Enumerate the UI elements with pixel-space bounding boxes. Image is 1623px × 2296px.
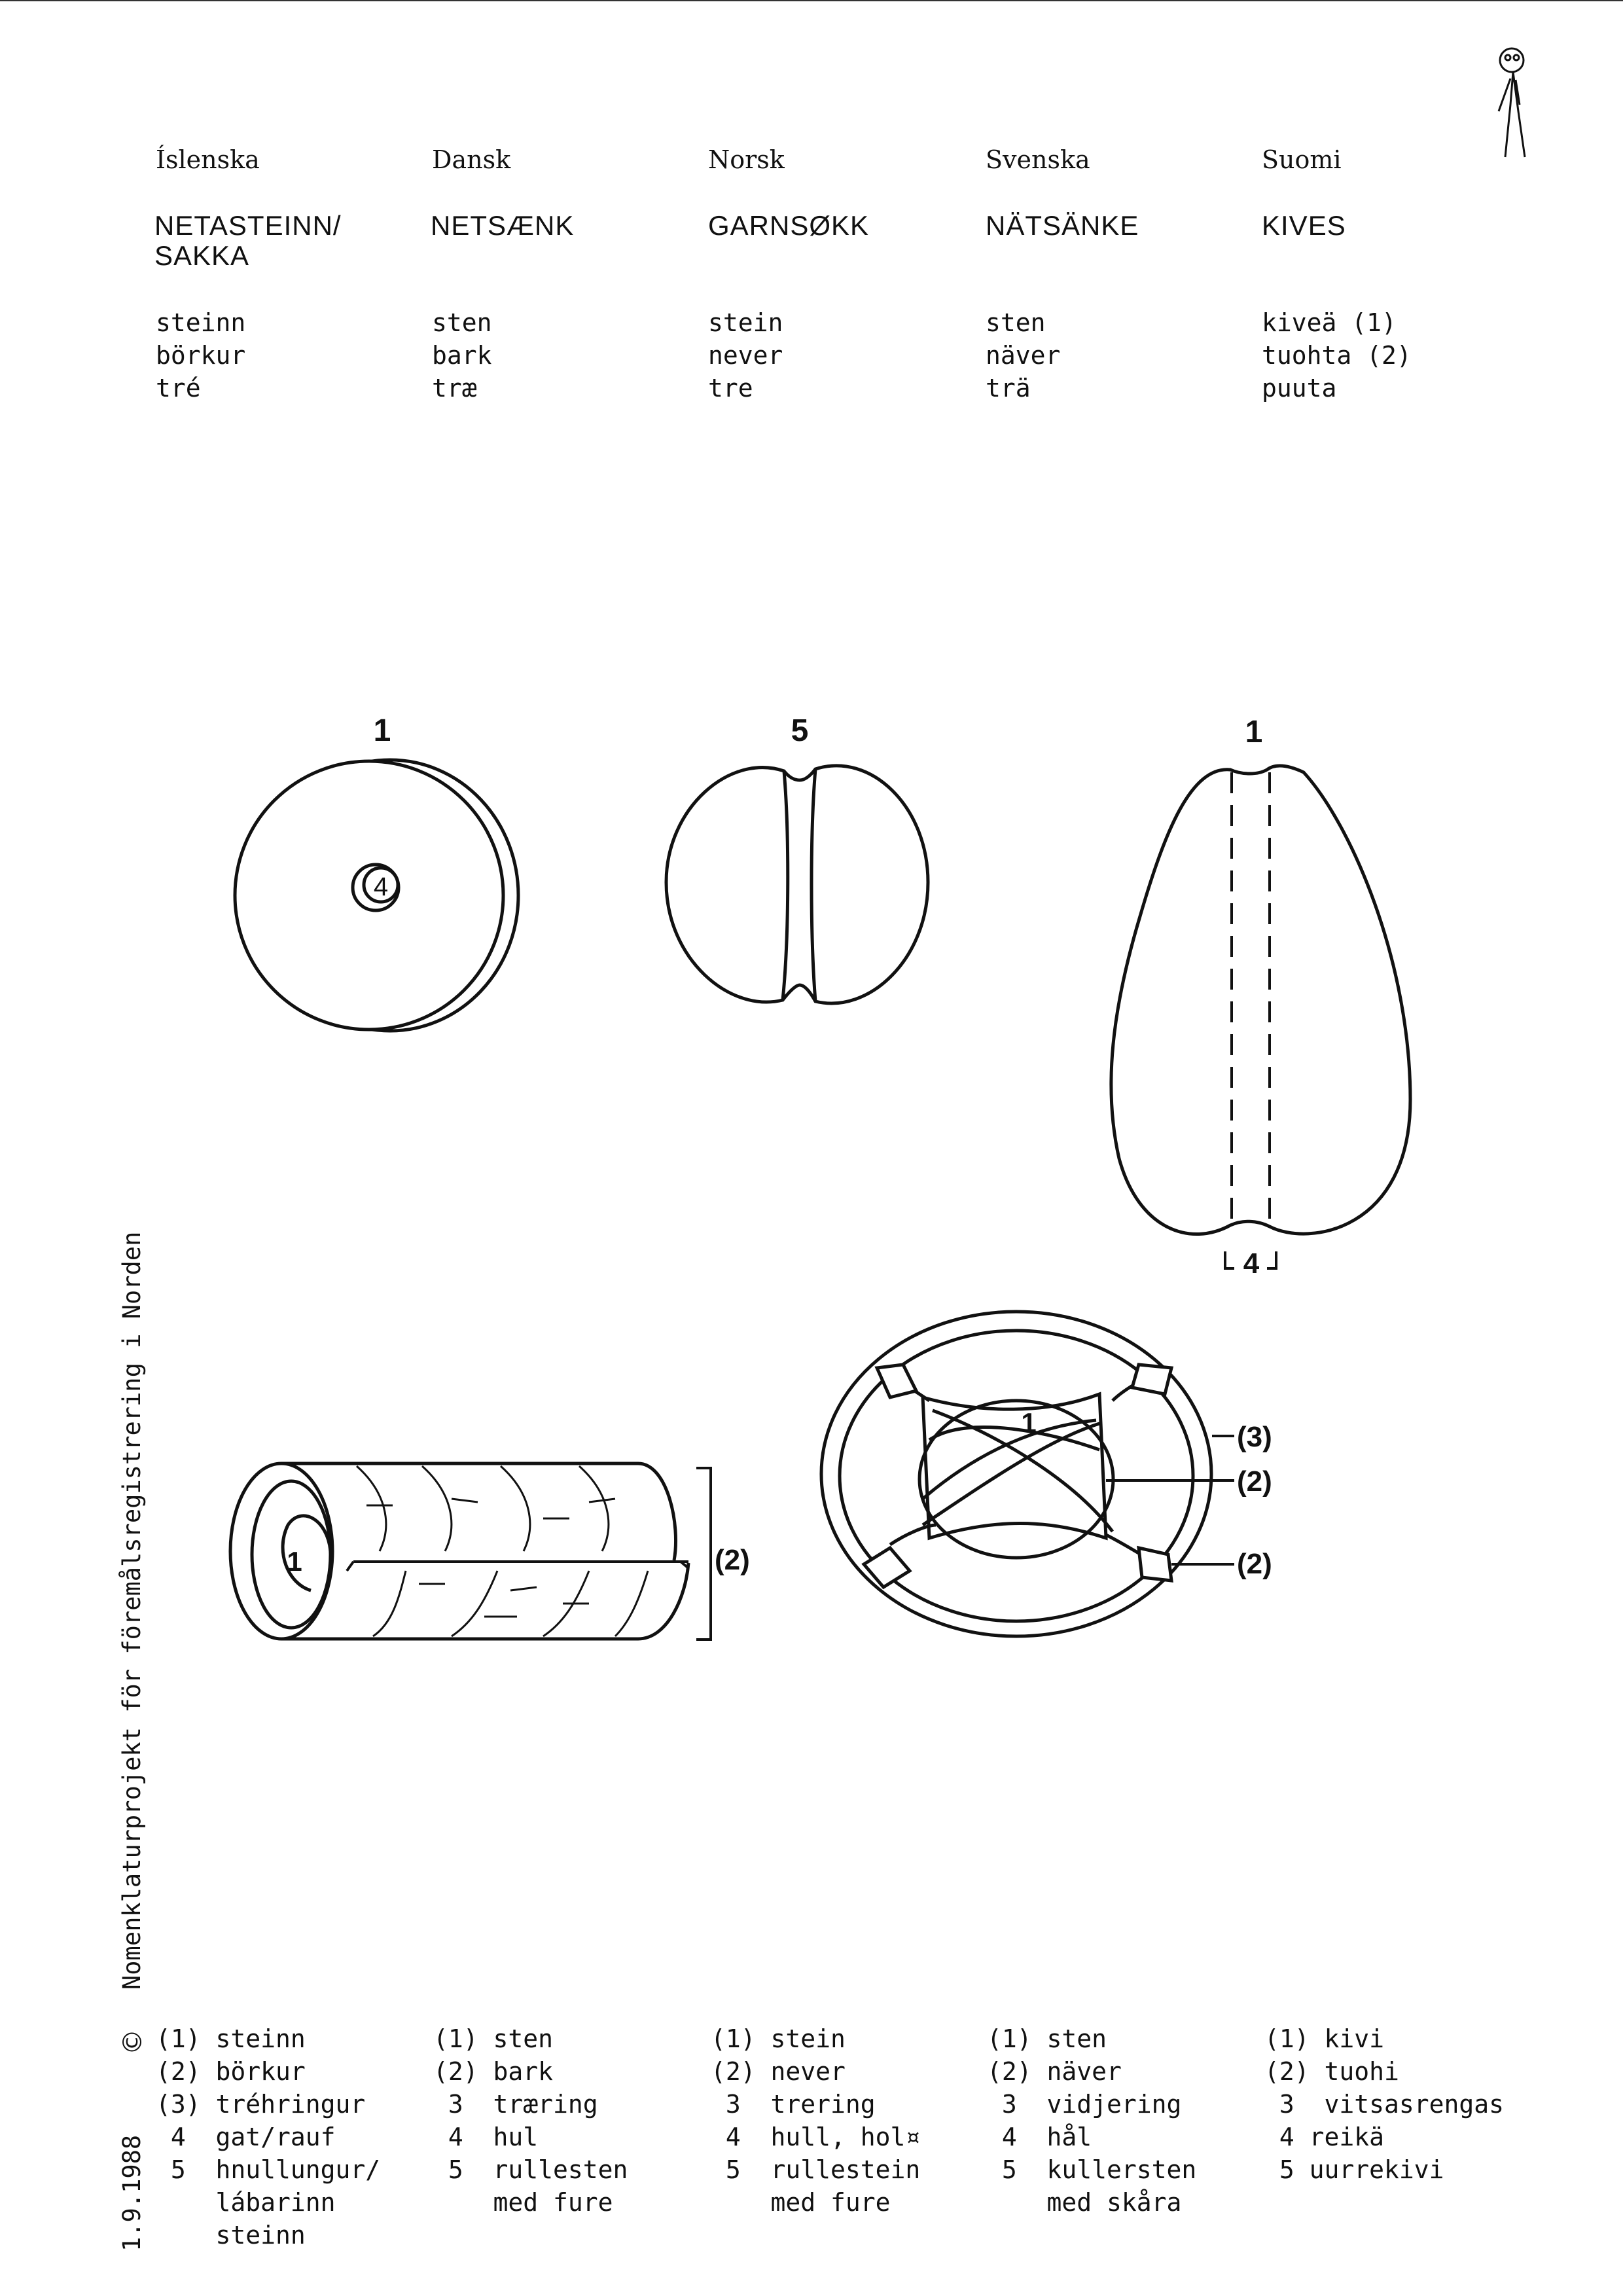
term-icelandic: NETASTEINN/ SAKKA [154, 210, 342, 271]
legend-item: 4 hul [433, 2123, 539, 2151]
legend-item: 3 vidjering [987, 2090, 1182, 2119]
legend-item: 3 vitsasrengas [1264, 2090, 1505, 2119]
oval-hole-label: 4 [1243, 1247, 1260, 1280]
material-item: näver [986, 341, 1061, 370]
legend-finnish [1264, 2022, 1526, 2186]
term-finnish: KIVES [1262, 210, 1346, 241]
legend-item: (1) kivi [1264, 2024, 1385, 2053]
disc-label: 1 [373, 713, 391, 748]
legend-item: (1) steinn [156, 2024, 306, 2053]
term-danish: NETSÆNK [431, 210, 575, 241]
ring-label-bark-1: (2) [1237, 1465, 1272, 1498]
term-norwegian: GARNSØKK [708, 210, 870, 241]
term-swedish: NÄTSÄNKE [986, 210, 1139, 241]
language-heading-icelandic: Íslenska [156, 145, 260, 174]
legend-item: (2) näver [987, 2057, 1122, 2086]
ring-label-wood: (3) [1237, 1421, 1272, 1453]
legend-item: 5 hnullungur/ [156, 2155, 381, 2184]
disc-sinker-drawing [235, 713, 518, 1031]
ring-center-label: 1 [1021, 1407, 1037, 1438]
legend-item: med fure [711, 2188, 891, 2217]
legend-norwegian [711, 2022, 972, 2219]
language-heading-swedish: Svenska [986, 145, 1090, 174]
ring-bound-sinker-drawing [821, 1312, 1272, 1636]
material-item: trä [986, 374, 1031, 403]
legend-item: 3 trering [711, 2090, 876, 2119]
oval-label: 1 [1245, 715, 1263, 749]
stick-figure-logo [1499, 48, 1525, 157]
bark-roll-sinker-drawing [230, 1463, 750, 1640]
legend-item: 4 hål [987, 2123, 1092, 2151]
grooved-label: 5 [791, 713, 809, 748]
copyright-symbol: © [118, 2029, 148, 2055]
material-item: sten [432, 308, 492, 337]
legend-item: 3 træring [433, 2090, 598, 2119]
legend-icelandic [156, 2022, 418, 2251]
material-item: sten [986, 308, 1046, 337]
date-text: 1.9.1988 [118, 2134, 146, 2251]
ring-label-bark-2: (2) [1237, 1548, 1272, 1580]
material-item: puuta [1262, 374, 1337, 403]
roll-bracket-label: (2) [715, 1544, 750, 1576]
material-item: steinn [156, 308, 246, 337]
legend-item: lábarinn [156, 2188, 336, 2217]
material-item: bark [432, 341, 492, 370]
material-item: never [708, 341, 783, 370]
legend-item: (1) sten [987, 2024, 1107, 2053]
material-item: stein [708, 308, 783, 337]
legend-item: (1) sten [433, 2024, 554, 2053]
language-heading-danish: Dansk [432, 145, 511, 174]
legend-item: med skåra [987, 2188, 1182, 2217]
legend-item: (2) bark [433, 2057, 554, 2086]
legend-item: (1) stein [711, 2024, 846, 2053]
legend-item: 5 rullestein [711, 2155, 921, 2184]
material-item: tre [708, 374, 753, 403]
grooved-sinker-drawing [666, 713, 928, 1003]
project-sidebar-text: Nomenklaturprojekt för föremålsregistrering i Norden [118, 1231, 146, 1990]
material-item: börkur [156, 341, 246, 370]
legend-item: (2) börkur [156, 2057, 306, 2086]
disc-hole-label: 4 [373, 872, 389, 901]
material-item: træ [432, 374, 477, 403]
legend-item: 4 reikä [1264, 2123, 1385, 2151]
oval-sinker-drawing [1111, 715, 1410, 1280]
legend-item: 4 hull, hol¤ [711, 2123, 921, 2151]
material-item: tré [156, 374, 201, 403]
legend-item: med fure [433, 2188, 613, 2217]
legend-item: (2) tuohi [1264, 2057, 1399, 2086]
legend-item: (2) never [711, 2057, 846, 2086]
material-item: kiveä (1) [1262, 308, 1397, 337]
material-item: tuohta (2) [1262, 341, 1412, 370]
roll-core-label: 1 [287, 1546, 302, 1577]
language-heading-norwegian: Norsk [708, 145, 785, 174]
legend-item: 5 uurrekivi [1264, 2155, 1444, 2184]
legend-item: 4 gat/rauf [156, 2123, 336, 2151]
legend-item: 5 rullesten [433, 2155, 628, 2184]
legend-item: 5 kullersten [987, 2155, 1197, 2184]
legend-swedish [987, 2022, 1249, 2219]
legend-item: (3) tréhringur [156, 2090, 366, 2119]
legend-danish [433, 2022, 695, 2219]
legend-item: steinn [156, 2221, 306, 2250]
language-heading-finnish: Suomi [1262, 145, 1342, 174]
